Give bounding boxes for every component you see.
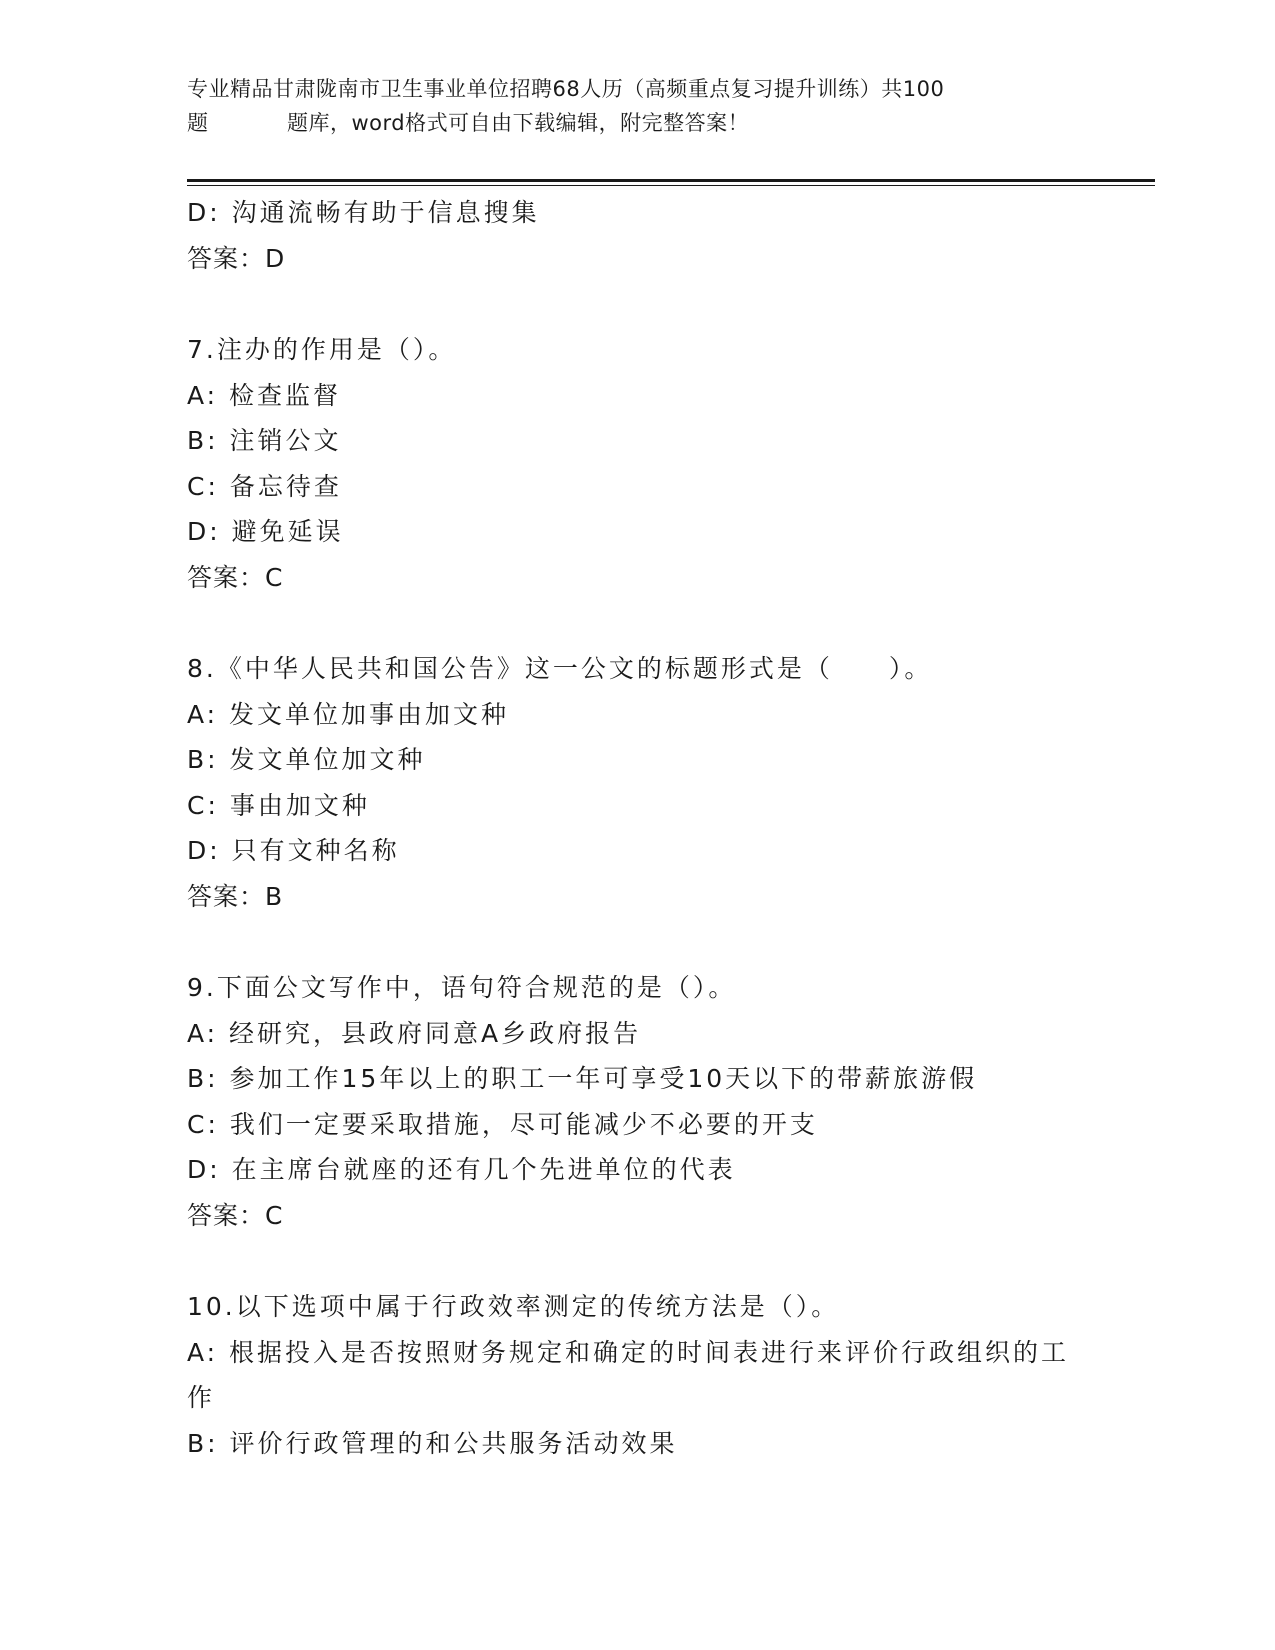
spacer <box>187 281 1087 327</box>
option-d: D: 沟通流畅有助于信息搜集 <box>187 198 540 227</box>
question-stem: 9.下面公文写作中，语句符合规范的是（）。 <box>187 973 737 1002</box>
option-d: D: 只有文种名称 <box>187 836 400 865</box>
header-line-2-lead: 题 <box>187 111 209 135</box>
header-divider-thick <box>187 179 1155 182</box>
header-divider-thin <box>187 185 1155 186</box>
answer-line: 答案：D <box>187 243 286 273</box>
option-b: B: 评价行政管理的和公共服务活动效果 <box>187 1428 678 1458</box>
question-stem: 7.注办的作用是（）。 <box>187 335 457 364</box>
question-block-8 <box>187 646 1087 919</box>
question-block-10 <box>187 1284 1087 1466</box>
option-a: A: 根据投入是否按照财务规定和确定的时间表进行来评价行政组织的工作 <box>187 1337 1070 1412</box>
spacer <box>187 1238 1087 1284</box>
header-line-2 <box>187 106 1067 140</box>
option-a: A: 经研究，县政府同意A乡政府报告 <box>187 1018 642 1048</box>
question-stem: 8.《中华人民共和国公告》这一公文的标题形式是（ ）。 <box>187 654 933 683</box>
spacer <box>187 600 1087 646</box>
option-c: C: 事由加文种 <box>187 790 370 820</box>
question-block-9 <box>187 965 1087 1238</box>
answer-line: 答案：B <box>187 881 284 911</box>
question-block-previous <box>187 190 1087 281</box>
header-line-2-rest: 题库，word格式可自由下载编辑，附完整答案！ <box>287 111 750 135</box>
option-b: B: 参加工作15年以上的职工一年可享受10天以下的带薪旅游假 <box>187 1064 978 1093</box>
option-c: C: 我们一定要采取措施，尽可能减少不必要的开支 <box>187 1109 818 1139</box>
answer-line: 答案：C <box>187 562 284 592</box>
option-c: C: 备忘待查 <box>187 471 342 501</box>
option-a: A: 发文单位加事由加文种 <box>187 699 510 729</box>
option-a: A: 检查监督 <box>187 380 342 410</box>
question-stem: 10.以下选项中属于行政效率测定的传统方法是（）。 <box>187 1292 840 1321</box>
header-line-1: 专业精品甘肃陇南市卫生事业单位招聘68人历（高频重点复习提升训练）共100 <box>187 77 945 101</box>
question-block-7 <box>187 327 1087 600</box>
spacer <box>187 919 1087 965</box>
option-b: B: 注销公文 <box>187 426 342 455</box>
option-d: D: 在主席台就座的还有几个先进单位的代表 <box>187 1155 736 1184</box>
option-d: D: 避免延误 <box>187 517 344 546</box>
document-header <box>187 72 1067 140</box>
question-list <box>187 190 1087 1466</box>
option-b: B: 发文单位加文种 <box>187 745 426 774</box>
answer-line: 答案：C <box>187 1200 284 1230</box>
